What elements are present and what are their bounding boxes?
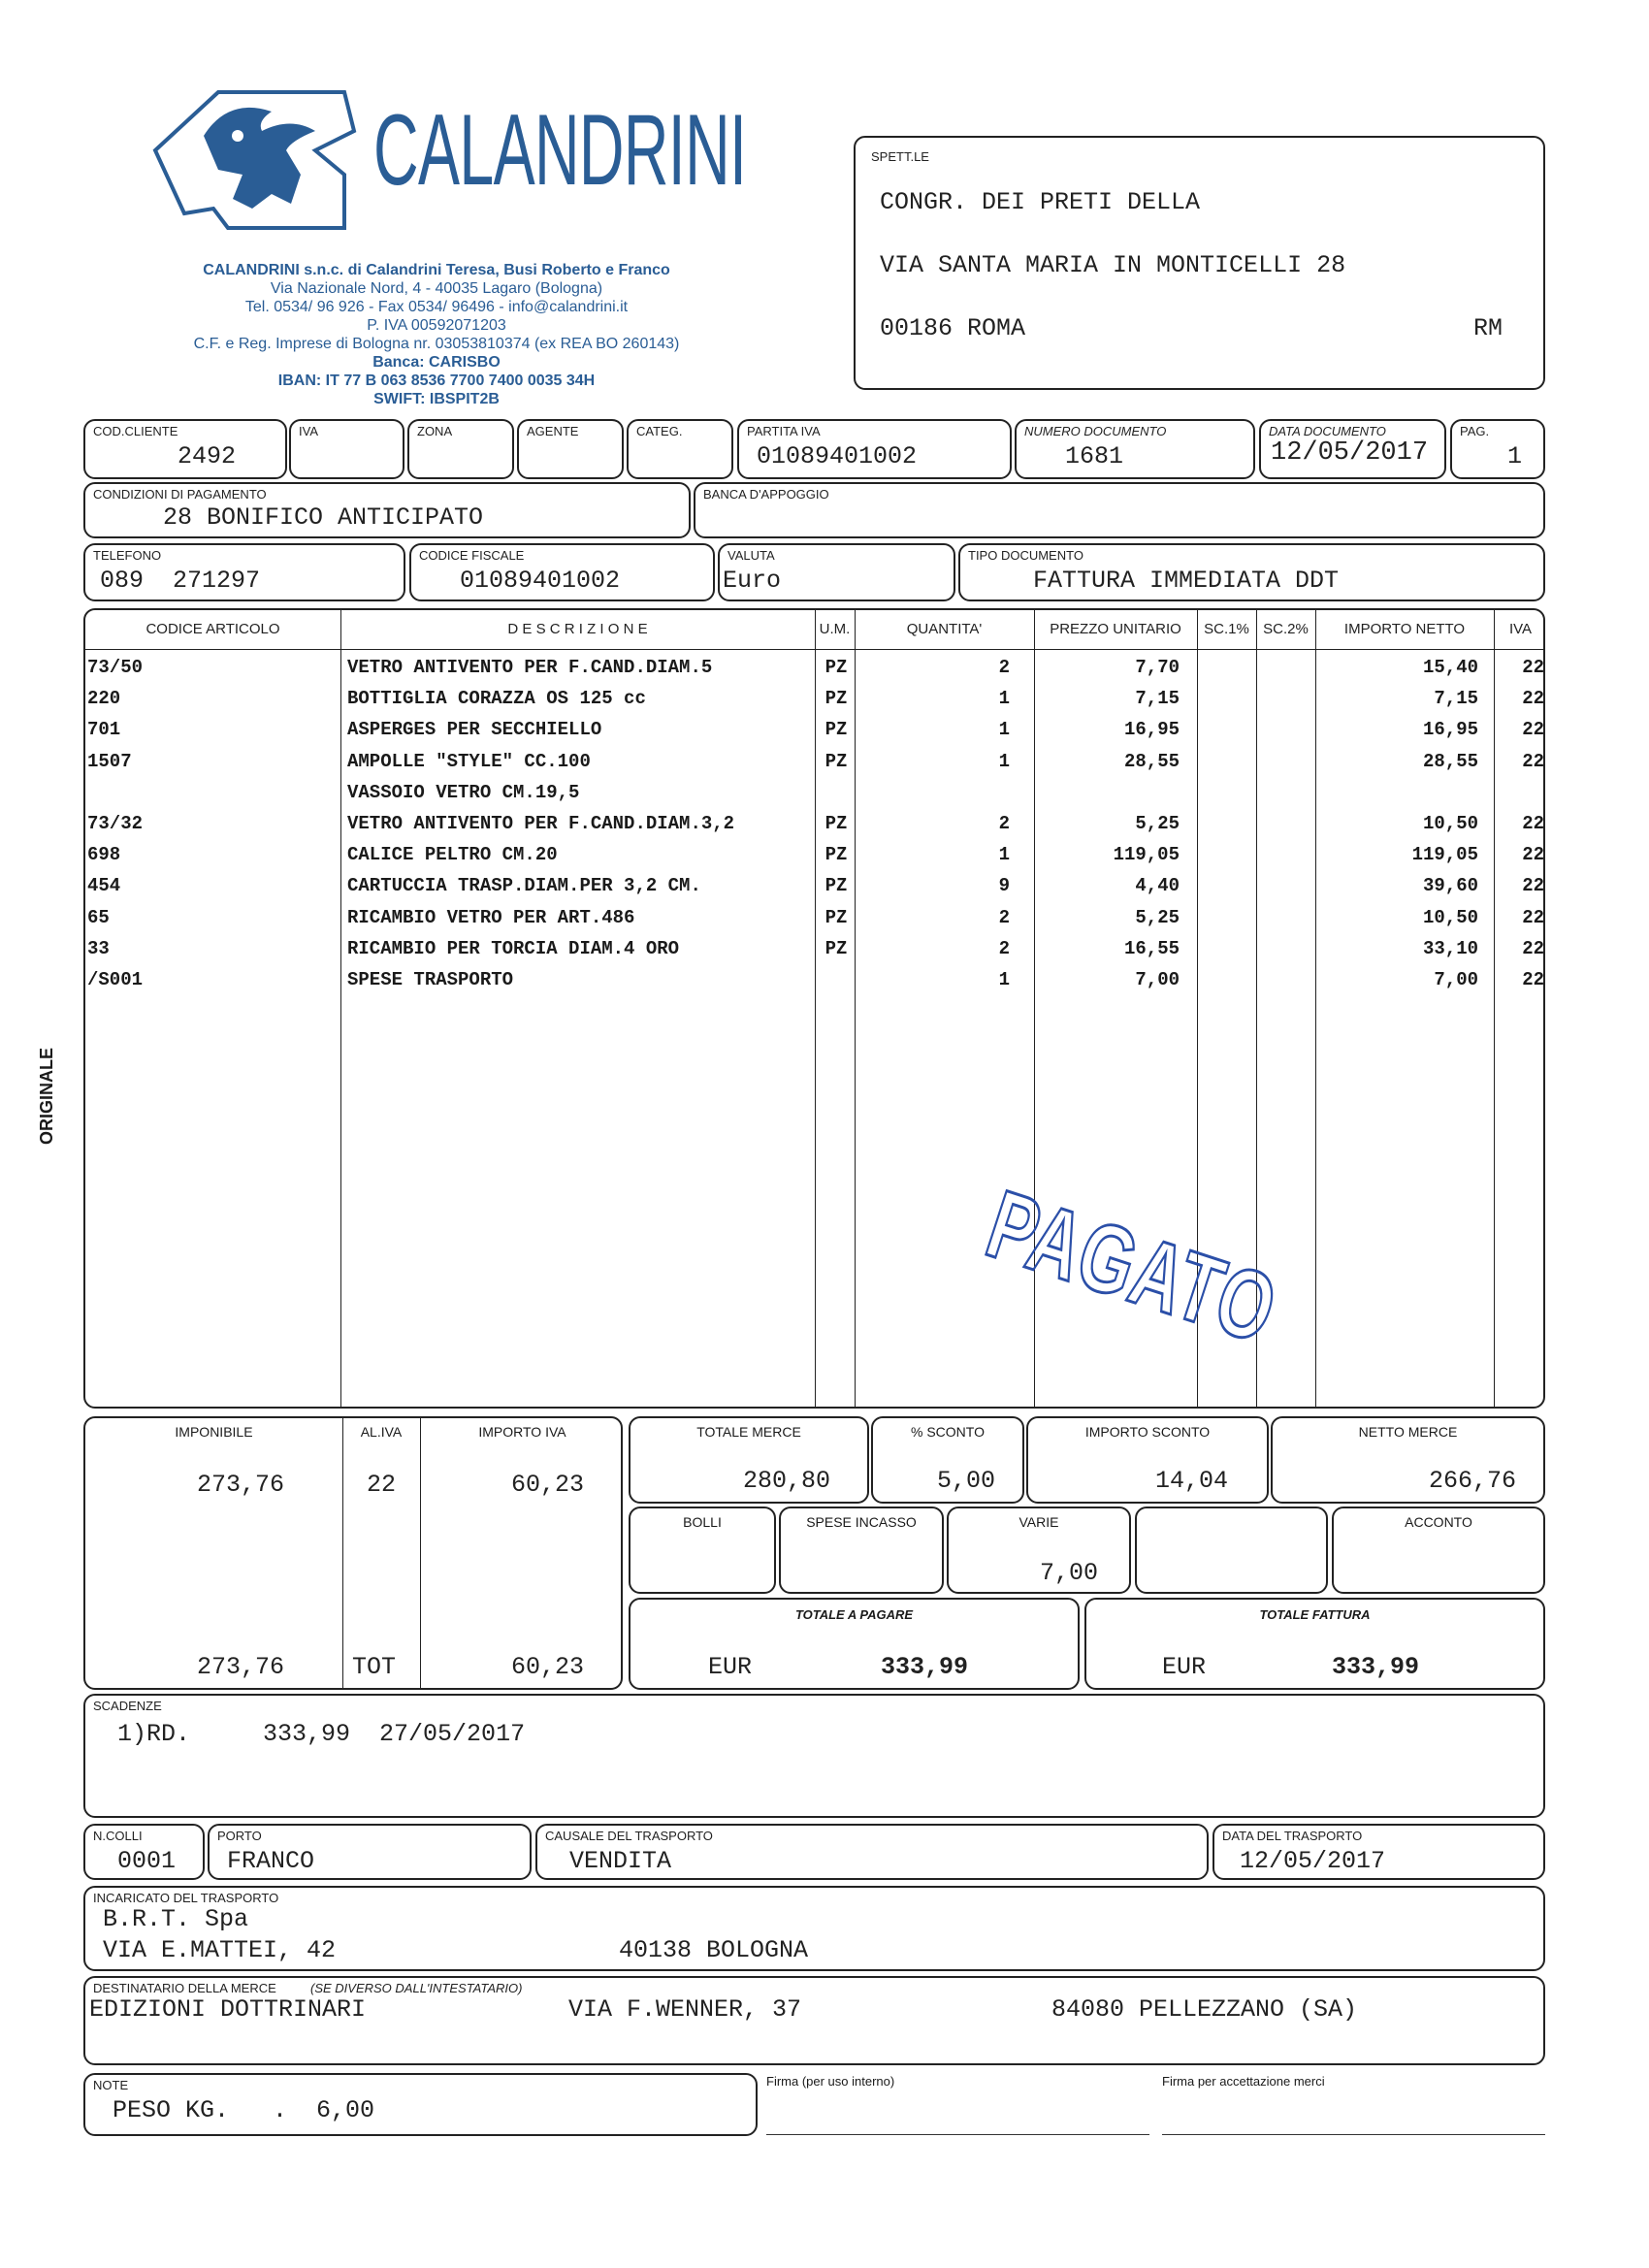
valuta-label: VALUTA [728,548,775,563]
cell-desc: AMPOLLE "STYLE" CC.100 [347,750,591,772]
cell-net: 33,10 [1422,937,1478,959]
col-header-iva: IVA [1508,621,1533,637]
categ-field [627,419,733,479]
cell-iva: 22 [1522,750,1544,772]
data-documento-field [1259,419,1446,479]
condizioni-pagamento-value: 28 BONIFICO ANTICIPATO [163,503,484,532]
cell-net: 28,55 [1422,750,1478,772]
totale-pagare-currency: EUR [708,1653,753,1681]
porto-box [208,1824,532,1880]
telefono-field [83,543,405,601]
recipient-province: RM [1472,314,1503,342]
cell-um: PZ [824,719,848,741]
telefono-value: 089 271297 [100,567,261,595]
destinatario-street: VIA F.WENNER, 37 [568,1995,802,2024]
header-divider [85,649,1543,650]
destinatario-box [83,1976,1545,2065]
side-label-originale: ORIGINALE [37,1047,56,1145]
categ-label: CATEG. [636,424,683,438]
col-header-prezzo: PREZZO UNITARIO [1050,621,1181,637]
cell-code: 73/32 [87,813,144,834]
cell-net: 7,15 [1434,688,1478,710]
cell-qty: 1 [998,969,1010,990]
firma-interno-label: Firma (per uso interno) [766,2074,895,2089]
n-colli-value: 0001 [117,1847,177,1875]
firma-accettazione-line [1162,2134,1545,2135]
cell-um: PZ [824,875,848,897]
totale-fattura-currency: EUR [1162,1653,1207,1681]
cell-iva: 22 [1522,969,1544,990]
cell-code: 1507 [87,750,132,772]
varie-label: VARIE [1018,1514,1059,1530]
cell-desc: SPESE TRASPORTO [347,969,514,990]
n-colli-label: N.COLLI [93,1829,143,1843]
bolli-box [629,1507,776,1594]
destinatario-city: 84080 PELLEZZANO (SA) [1051,1995,1358,2024]
cell-desc: CARTUCCIA TRASP.DIAM.PER 3,2 CM. [347,875,701,897]
condizioni-pagamento-label: CONDIZIONI DI PAGAMENTO [93,487,267,502]
data-trasporto-box [1212,1824,1545,1880]
cell-iva: 22 [1522,813,1544,834]
cell-price: 119,05 [1113,844,1180,866]
tipo-documento-field [958,543,1545,601]
tipo-documento-label: TIPO DOCUMENTO [968,548,1083,563]
totale-fattura-value: 333,99 [1332,1653,1420,1681]
incaricato-line3: 40138 BOLOGNA [619,1936,809,1964]
recipient-line2: VIA SANTA MARIA IN MONTICELLI 28 [880,251,1346,279]
n-colli-box [83,1824,205,1880]
cell-iva: 22 [1522,844,1544,866]
iva-label: IVA [299,424,318,438]
destinatario-name: EDIZIONI DOTTRINARI [89,1995,367,2024]
numero-documento-label: NUMERO DOCUMENTO [1024,424,1167,438]
table-row [85,751,1543,780]
totale-pagare-box [629,1598,1080,1690]
zona-field [407,419,514,479]
table-row [85,719,1543,748]
cell-um: PZ [824,688,848,710]
company-address: Via Nazionale Nord, 4 - 40035 Lagaro (Bologna) [270,280,603,297]
cell-net: 10,50 [1422,906,1478,928]
cell-price: 7,15 [1135,688,1180,710]
partita-iva-value: 01089401002 [757,442,918,470]
cell-desc: VASSOIO VETRO CM.19,5 [347,781,580,803]
cell-price: 16,95 [1123,719,1180,741]
cell-net: 119,05 [1411,844,1478,866]
telefono-label: TELEFONO [93,548,162,563]
cell-iva: 22 [1522,688,1544,710]
cell-code: 65 [87,906,110,928]
table-row [85,657,1543,686]
cell-net: 10,50 [1422,813,1478,834]
causale-box [535,1824,1209,1880]
recipient-line3: 00186 ROMA [880,314,1026,342]
cell-um: PZ [824,844,848,866]
cell-qty: 2 [998,937,1010,959]
totale-merce-label: TOTALE MERCE [696,1424,801,1440]
cell-iva: 22 [1522,875,1544,897]
company-contacts: Tel. 0534/ 96 926 - Fax 0534/ 96496 - info@calandrini.it [244,299,629,315]
col-header-codice: CODICE ARTICOLO [146,621,280,637]
cell-code: 701 [87,719,121,741]
sconto-pct-box [871,1416,1024,1504]
cell-price: 4,40 [1135,875,1180,897]
agente-label: AGENTE [527,424,579,438]
firma-accettazione-label: Firma per accettazione merci [1162,2074,1325,2089]
cell-qty: 1 [998,719,1010,741]
netto-merce-box [1271,1416,1545,1504]
aliva-label: AL.IVA [360,1424,403,1440]
note-box [83,2073,758,2136]
cell-net: 15,40 [1422,657,1478,678]
data-documento-label: DATA DOCUMENTO [1269,424,1386,438]
codice-fiscale-field [409,543,715,601]
incaricato-line2: VIA E.MATTEI, 42 [103,1936,337,1964]
zona-label: ZONA [417,424,453,438]
company-logo [146,78,369,238]
porto-value: FRANCO [227,1847,315,1875]
cell-code: 698 [87,844,121,866]
cell-desc: RICAMBIO VETRO PER ART.486 [347,906,635,928]
cell-price: 5,25 [1135,906,1180,928]
recipient-box [854,136,1545,390]
totale-fattura-box [1084,1598,1545,1690]
porto-label: PORTO [217,1829,262,1843]
cell-net: 16,95 [1422,719,1478,741]
cell-desc: VETRO ANTIVENTO PER F.CAND.DIAM.5 [347,657,713,678]
table-row [85,969,1543,998]
divider [342,1418,343,1688]
destinatario-note: (SE DIVERSO DALL'INTESTATARIO) [310,1981,523,1995]
causale-label: CAUSALE DEL TRASPORTO [545,1829,713,1843]
table-row [85,907,1543,936]
cell-net: 7,00 [1434,969,1478,990]
cell-price: 16,55 [1123,937,1180,959]
recipient-line1: CONGR. DEI PRETI DELLA [880,188,1201,216]
cell-price: 7,70 [1135,657,1180,678]
blank-total-box [1135,1507,1328,1594]
note-label: NOTE [93,2078,129,2092]
cell-price: 28,55 [1123,750,1180,772]
divider [420,1418,421,1688]
imponibile-label: IMPONIBILE [175,1424,253,1440]
cell-um: PZ [824,657,848,678]
imponibile-total: 273,76 [197,1653,285,1681]
col-header-sc1: SC.1% [1204,621,1249,637]
totale-merce-value: 280,80 [742,1467,830,1495]
firma-interno-line [766,2134,1149,2135]
items-table [83,608,1545,1409]
cell-price: 5,25 [1135,813,1180,834]
cod-cliente-field [83,419,287,479]
iva-field [289,419,404,479]
cell-iva: 22 [1522,719,1544,741]
data-documento-value: 12/05/2017 [1271,438,1429,468]
col-header-descrizione: D E S C R I Z I O N E [507,621,648,637]
partita-iva-field [737,419,1012,479]
company-bank: Banca: CARISBO [372,354,501,371]
cell-qty: 1 [998,844,1010,866]
cell-code: 33 [87,937,110,959]
incaricato-line1: B.R.T. Spa [103,1905,249,1933]
cell-desc: BOTTIGLIA CORAZZA OS 125 cc [347,688,646,710]
sconto-pct-label: % SCONTO [911,1424,985,1440]
col-header-sc2: SC.2% [1263,621,1309,637]
col-header-quantita: QUANTITA' [906,621,983,637]
scadenze-label: SCADENZE [93,1699,162,1713]
cell-code: 220 [87,688,121,710]
table-row [85,813,1543,842]
cell-qty: 2 [998,813,1010,834]
agente-field [517,419,624,479]
cell-iva: 22 [1522,937,1544,959]
netto-merce-label: NETTO MERCE [1358,1424,1458,1440]
causale-value: VENDITA [569,1847,672,1875]
bolli-label: BOLLI [683,1514,722,1530]
cell-qty: 1 [998,750,1010,772]
company-iban: IBAN: IT 77 B 063 8536 7700 7400 0035 34H [277,373,596,389]
cell-desc: VETRO ANTIVENTO PER F.CAND.DIAM.3,2 [347,813,735,834]
netto-merce-value: 266,76 [1428,1467,1516,1495]
scadenze-value: 1)RD. 333,99 27/05/2017 [117,1720,526,1748]
varie-box [947,1507,1131,1594]
cell-price: 7,00 [1135,969,1180,990]
valuta-field [718,543,955,601]
aliva-total: TOT [352,1653,397,1681]
cell-iva: 22 [1522,906,1544,928]
acconto-label: ACCONTO [1405,1514,1472,1530]
recipient-label: SPETT.LE [871,149,929,164]
acconto-box [1332,1507,1545,1594]
tipo-documento-value: FATTURA IMMEDIATA DDT [1033,567,1340,595]
note-value: PESO KG. . 6,00 [113,2096,375,2124]
data-trasporto-label: DATA DEL TRASPORTO [1222,1829,1363,1843]
imponibile-box [83,1416,623,1690]
company-legal: CALANDRINI s.n.c. di Calandrini Teresa, Busi Roberto e Franco [203,262,670,278]
cell-qty: 2 [998,906,1010,928]
company-name: CALANDRINI [373,94,747,207]
cod-cliente-value: 2492 [178,442,237,470]
cell-um: PZ [824,813,848,834]
importo-sconto-box [1026,1416,1269,1504]
condizioni-pagamento-field [83,482,691,538]
importo-iva-label: IMPORTO IVA [478,1424,566,1440]
pag-field [1450,419,1545,479]
numero-documento-value: 1681 [1065,442,1124,470]
col-header-importo: IMPORTO NETTO [1343,621,1466,637]
spese-incasso-label: SPESE INCASSO [806,1514,917,1530]
spese-incasso-box [779,1507,944,1594]
data-trasporto-value: 12/05/2017 [1240,1847,1386,1875]
company-swift: SWIFT: IBSPIT2B [373,391,500,407]
importo-sconto-label: IMPORTO SCONTO [1084,1424,1211,1440]
cell-desc: ASPERGES PER SECCHIELLO [347,719,602,741]
destinatario-label: DESTINATARIO DELLA MERCE [93,1981,276,1995]
partita-iva-label: PARTITA IVA [747,424,821,438]
cell-qty: 9 [998,875,1010,897]
incaricato-box [83,1886,1545,1971]
importo-sconto-value: 14,04 [1154,1467,1228,1495]
cell-net: 39,60 [1422,875,1478,897]
incaricato-label: INCARICATO DEL TRASPORTO [93,1891,279,1905]
table-row [85,875,1543,904]
table-row [85,938,1543,967]
cell-um: PZ [824,906,848,928]
cell-qty: 2 [998,657,1010,678]
cod-cliente-label: COD.CLIENTE [93,424,178,438]
cell-code: 73/50 [87,657,144,678]
table-row [85,688,1543,717]
pag-value: 1 [1506,442,1522,470]
table-row [85,782,1543,811]
cell-iva: 22 [1522,657,1544,678]
cell-um: PZ [824,750,848,772]
codice-fiscale-label: CODICE FISCALE [419,548,525,563]
cell-um: PZ [824,937,848,959]
imponibile-value: 273,76 [197,1471,285,1499]
importo-iva-value: 60,23 [510,1471,584,1499]
banca-appoggio-label: BANCA D'APPOGGIO [703,487,829,502]
totale-pagare-value: 333,99 [881,1653,969,1681]
aliva-value: 22 [367,1471,397,1499]
totale-merce-box [629,1416,869,1504]
cell-code: /S001 [87,969,144,990]
banca-appoggio-field [694,482,1545,538]
company-piva: P. IVA 00592071203 [367,317,506,334]
cell-desc: CALICE PELTRO CM.20 [347,844,558,866]
scadenze-box [83,1694,1545,1818]
codice-fiscale-value: 01089401002 [460,567,621,595]
numero-documento-field [1015,419,1255,479]
company-cf: C.F. e Reg. Imprese di Bologna nr. 03053810374 (ex REA BO 260143) [193,336,680,352]
pag-label: PAG. [1460,424,1490,438]
table-row [85,844,1543,873]
sconto-pct-value: 5,00 [936,1467,995,1495]
cell-qty: 1 [998,688,1010,710]
cell-code: 454 [87,875,121,897]
importo-iva-total: 60,23 [510,1653,584,1681]
totale-pagare-label: TOTALE A PAGARE [794,1607,914,1622]
col-header-um: U.M. [819,621,851,637]
valuta-value: Euro [723,567,782,595]
varie-value: 7,00 [1039,1559,1098,1587]
cell-desc: RICAMBIO PER TORCIA DIAM.4 ORO [347,937,680,959]
totale-fattura-label: TOTALE FATTURA [1259,1607,1371,1622]
pagato-stamp: PAGATO [975,1169,1290,1365]
